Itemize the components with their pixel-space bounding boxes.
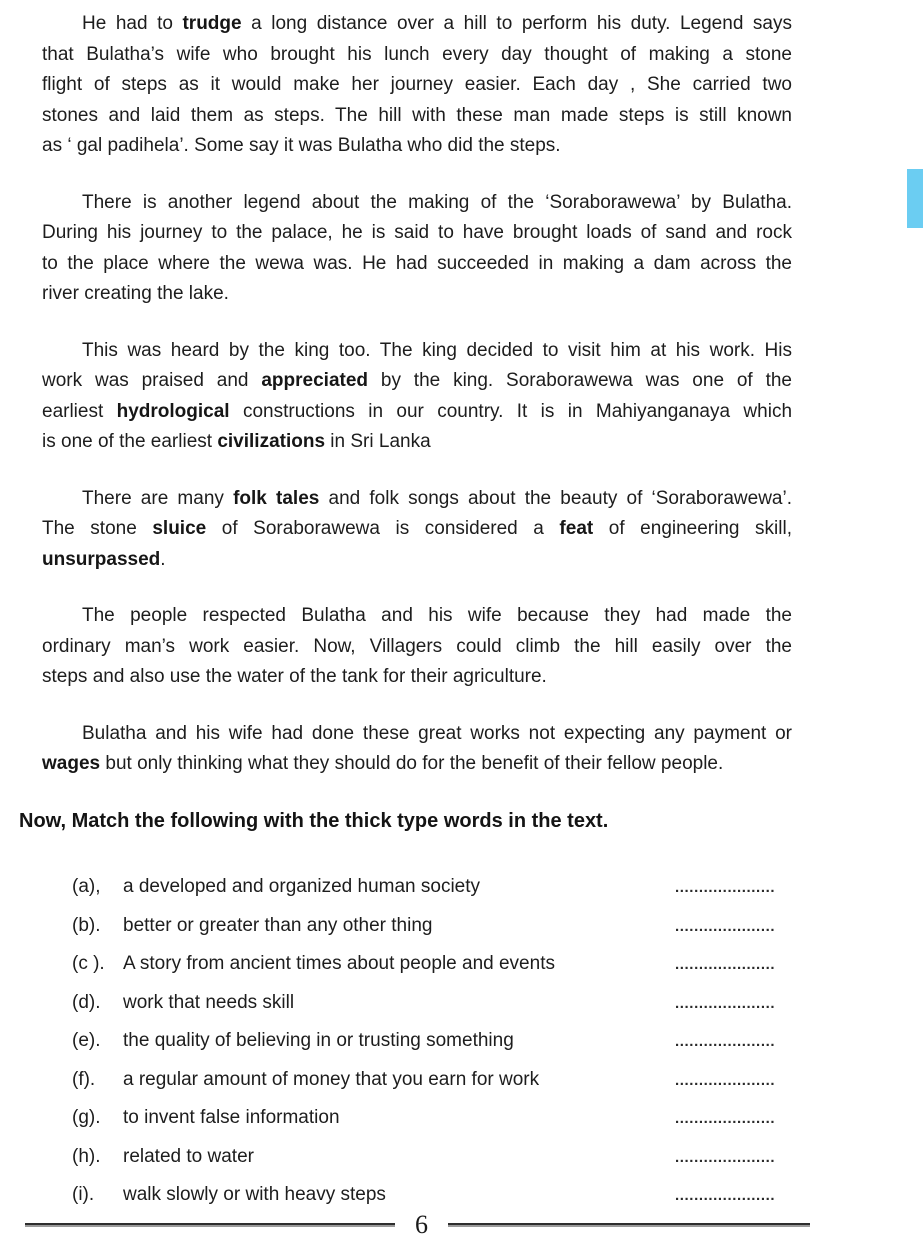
match-item-text: the quality of believing in or trusting something	[123, 1030, 514, 1051]
paragraph-line: There are many folk tales and folk songs about the beauty of ‘Soraborawewa’.	[82, 487, 792, 509]
page-edge-tab	[907, 169, 923, 228]
paragraph-line: During his journey to the palace, he is said to have brought loads of sand and rock	[42, 222, 792, 243]
match-item-label: (a),	[72, 876, 101, 897]
paragraph	[42, 9, 792, 162]
match-item-text: a regular amount of money that you earn for work	[123, 1068, 540, 1090]
match-item-label: (i).	[72, 1184, 95, 1205]
answer-dots-line: .....................	[675, 994, 776, 1012]
paragraph	[42, 336, 792, 458]
match-item-row	[42, 911, 792, 942]
paragraph-line: river creating the lake.	[42, 283, 229, 304]
match-exercise-list	[42, 872, 792, 1211]
match-item-text: work that needs skill	[123, 991, 295, 1013]
match-item-text: walk slowly or with heavy steps	[123, 1184, 386, 1205]
answer-dots-line: .....................	[675, 879, 776, 896]
match-item-label: (c ).	[72, 953, 105, 974]
match-item-text: to invent false information	[123, 1107, 340, 1128]
match-item-row	[42, 1180, 792, 1211]
paragraph-line: stones and laid them as steps. The hill with these man made steps is still known	[42, 104, 792, 126]
match-item-label: (d).	[72, 991, 101, 1013]
exercise-instruction: Now, Match the following with the thick type words in the text.	[19, 809, 609, 832]
paragraph	[42, 601, 792, 693]
paragraph-line: ordinary man’s work easier. Now, Villagers could climb the hill easily over the	[42, 635, 792, 657]
paragraph-line: The people respected Bulatha and his wife because they had made the	[82, 605, 792, 626]
match-item-label: (e).	[72, 1030, 101, 1051]
passage-text	[42, 9, 792, 780]
footer-rule-left	[25, 1223, 395, 1225]
answer-dots-line: .....................	[675, 1187, 776, 1204]
answer-dots-line: .....................	[675, 956, 776, 973]
answer-dots-line: .....................	[675, 1148, 776, 1166]
paragraph	[42, 188, 792, 310]
match-item-row	[42, 1065, 792, 1096]
paragraph-line: earliest hydrological constructions in our country. It is in Mahiyanganaya which	[42, 400, 793, 422]
paragraph	[42, 719, 792, 780]
paragraph-line: This was heard by the king too. The king decided to visit him at his work. His	[82, 339, 792, 361]
paragraph-line: Bulatha and his wife had done these great works not expecting any payment or	[82, 722, 792, 744]
paragraph-line: work was praised and appreciated by the king. Soraborawewa was one of the	[42, 370, 792, 391]
match-item-text: a developed and organized human society	[123, 876, 481, 897]
answer-dots-line: .....................	[675, 1033, 776, 1050]
match-item-row	[42, 988, 792, 1019]
paragraph-line: is one of the earliest civilizations in Sri Lanka	[42, 431, 431, 452]
match-item-row	[42, 1026, 792, 1057]
match-item-label: (f).	[72, 1068, 96, 1090]
paragraph-line: unsurpassed.	[42, 548, 166, 570]
match-item-text: better or greater than any other thing	[123, 914, 433, 936]
paragraph-line: He had to trudge a long distance over a hill to perform his duty. Legend says	[82, 13, 792, 34]
paragraph-line: The stone sluice of Soraborawewa is considered a feat of engineering skill,	[42, 518, 792, 539]
paragraph-line: as ‘ gal padihela’. Some say it was Bulatha who did the steps.	[42, 135, 561, 156]
answer-dots-line: .....................	[675, 1071, 776, 1089]
match-item-row	[42, 872, 792, 903]
page-number: 6	[415, 1210, 428, 1239]
paragraph-line: to the place where the wewa was. He had succeeded in making a dam across the	[42, 252, 792, 274]
match-item-text: A story from ancient times about people and events	[123, 953, 555, 974]
match-item-label: (g).	[72, 1107, 101, 1128]
answer-dots-line: .....................	[675, 1110, 776, 1127]
match-item-row	[42, 1103, 792, 1134]
match-item-label: (h).	[72, 1145, 101, 1167]
paragraph-line: flight of steps as it would make her journey easier. Each day , She carried two	[42, 74, 792, 95]
paragraph-line: There is another legend about the making of the ‘Soraborawewa’ by Bulatha.	[82, 191, 792, 213]
paragraph-line: wages but only thinking what they should do for the benefit of their fellow people.	[42, 753, 724, 774]
match-item-label: (b).	[72, 914, 101, 936]
paragraph	[42, 484, 792, 576]
footer-rule-right	[448, 1223, 810, 1225]
paragraph-line: that Bulatha’s wife who brought his lunch every day thought of making a stone	[42, 43, 792, 65]
answer-dots-line: .....................	[675, 917, 776, 935]
match-item-row	[42, 949, 792, 980]
match-item-row	[42, 1142, 792, 1173]
match-item-text: related to water	[123, 1145, 254, 1167]
page-content	[19, 9, 793, 1219]
paragraph-line: steps and also use the water of the tank for their agriculture.	[42, 666, 547, 687]
